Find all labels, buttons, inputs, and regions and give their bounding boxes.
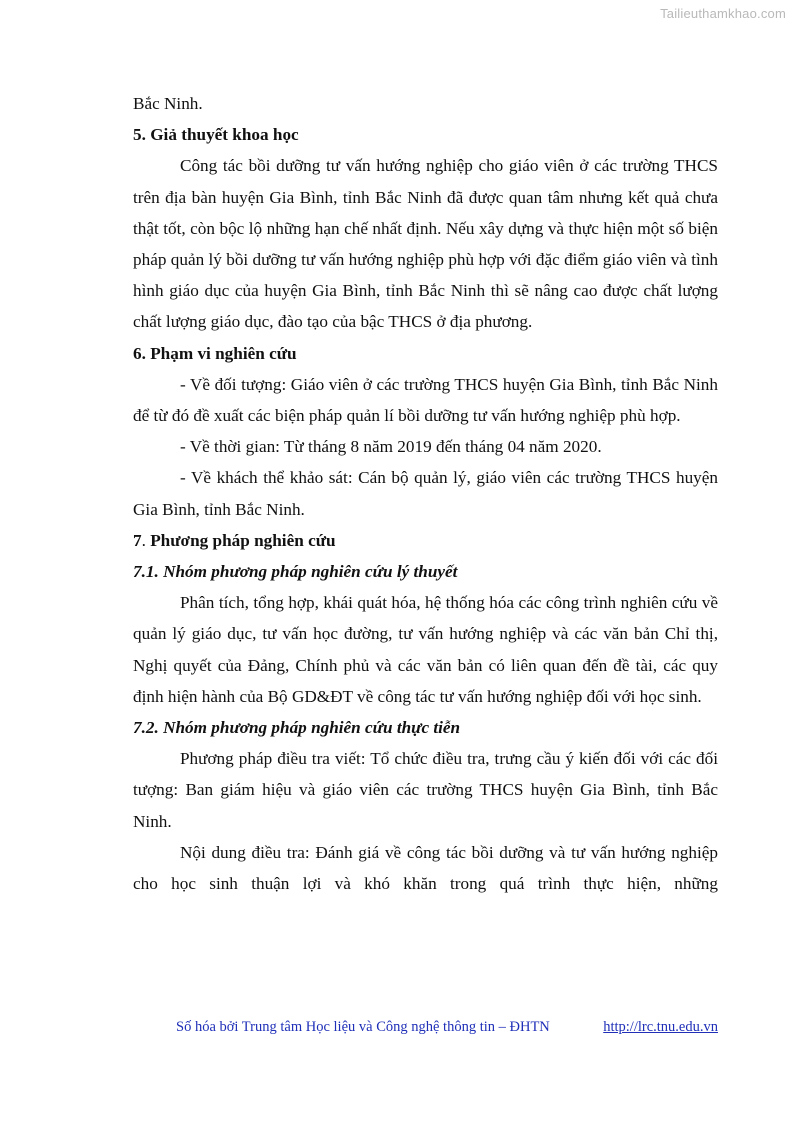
watermark: Tailieuthamkhao.com [660, 6, 786, 21]
section-7-1-heading: 7.1. Nhóm phương pháp nghiên cứu lý thuyết [133, 562, 458, 582]
section-7-title: Phương pháp nghiên cứu [150, 530, 336, 550]
section-5-paragraph: Công tác bồi dưỡng tư vấn hướng nghiệp cho giáo viên ở các trường THCS trên địa bàn huyện Gia Bình, tỉnh Bắc Ninh đã được quan tâm nhưng kết quả chưa thật tốt, còn bộc lộ những hạn chế nhất định. Nếu xây dựng và thực hiện một số biện pháp quản lý bồi dưỡng tư vấn hướng nghiệp phù hợp với đặc điểm giáo viên và tình hình giáo dục của huyện Gia Bình, tỉnh Bắc Ninh thì sẽ nâng cao được chất lượng chất lượng giáo dục, đào tạo của bậc THCS ở địa phương. [133, 156, 718, 332]
section-5-heading: 5. Giả thuyết khoa học [133, 125, 299, 145]
section-7-heading [133, 525, 718, 556]
section-7-separator: . [141, 530, 151, 550]
footer-link[interactable]: http://lrc.tnu.edu.vn [603, 1019, 718, 1035]
document-body [133, 88, 718, 899]
section-6-object: - Về đối tượng: Giáo viên ở các trường THCS huyện Gia Bình, tỉnh Bắc Ninh để từ đó đề xuất các biện pháp quản lí bồi dưỡng tư vấn hướng nghiệp phù hợp. [133, 374, 718, 426]
section-6-survey: - Về khách thể khảo sát: Cán bộ quản lý, giáo viên các trường THCS huyện Gia Bình, tỉnh Bắc Ninh. [133, 468, 718, 519]
section-7-2-paragraph-1: Phương pháp điều tra viết: Tổ chức điều tra, trưng cầu ý kiến đối với các đối tượng: Ban giám hiệu và giáo viên các trường THCS huyện Gia Bình, tỉnh Bắc Ninh. [133, 749, 718, 831]
intro-tail: Bắc Ninh. [133, 94, 203, 113]
section-7-2-heading: 7.2. Nhóm phương pháp nghiên cứu thực tiễn [133, 718, 461, 738]
footer-source: Số hóa bởi Trung tâm Học liệu và Công nghệ thông tin – ĐHTN [176, 1019, 550, 1035]
section-7-number: 7 [133, 530, 142, 550]
section-6-heading: 6. Phạm vi nghiên cứu [133, 343, 297, 363]
section-7-2-paragraph-2: Nội dung điều tra: Đánh giá về công tác bồi dưỡng và tư vấn hướng nghiệp cho học sinh thuận lợi và khó khăn trong quá trình thực hiện, những [133, 842, 718, 894]
section-6-time: - Về thời gian: Từ tháng 8 năm 2019 đến tháng 04 năm 2020. [180, 437, 602, 457]
section-7-1-paragraph: Phân tích, tổng hợp, khái quát hóa, hệ thống hóa các công trình nghiên cứu về quản lý giáo dục, tư vấn học đường, tư vấn hướng nghiệp và các văn bản Chỉ thị, Nghị quyết của Đảng, Chính phủ và các văn bản có liên quan đến đề tài, các quy định hiện hành của Bộ GD&ĐT về công tác tư vấn hướng nghiệp đối với học sinh. [133, 593, 718, 706]
